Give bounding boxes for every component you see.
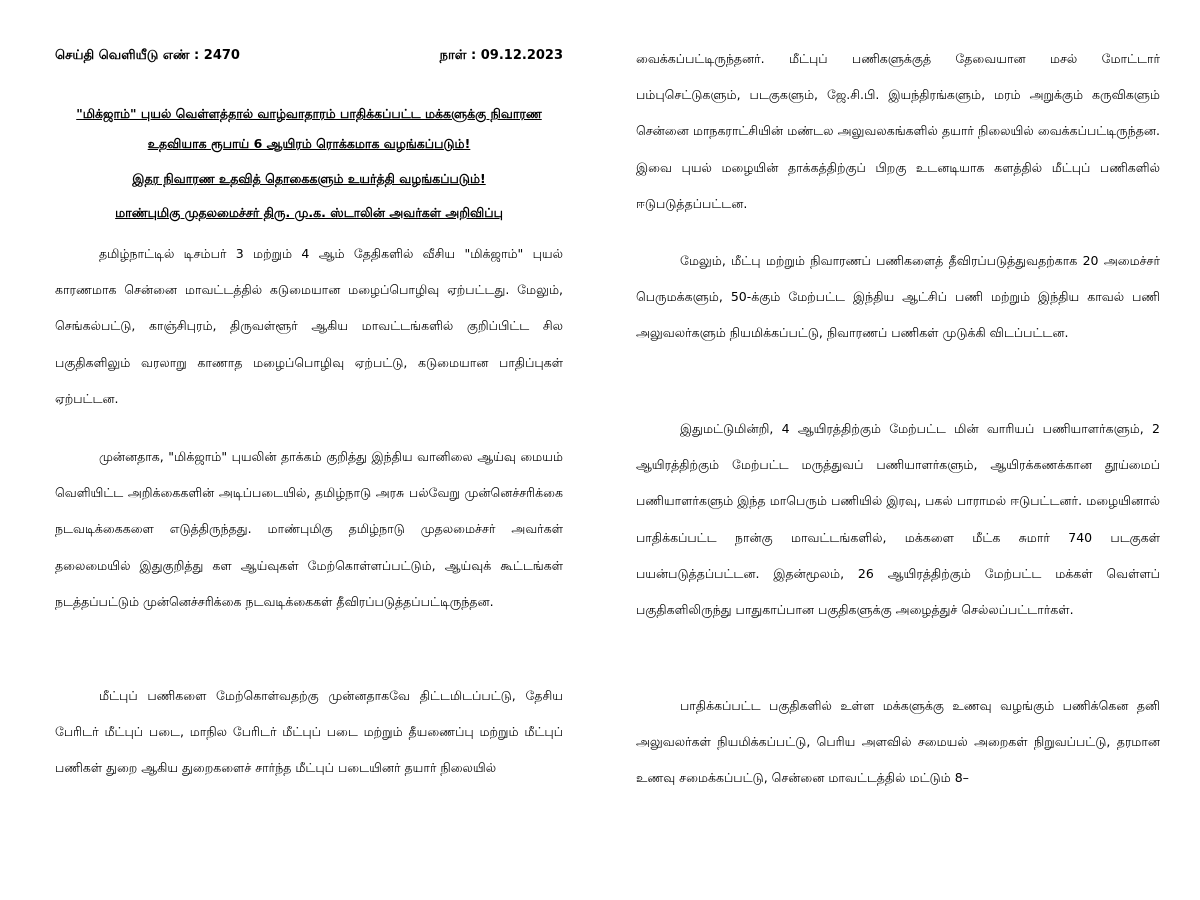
release-number: செய்தி வெளியீடு எண் : 2470 (55, 48, 240, 63)
paragraph-food-relief: பாதிக்கப்பட்ட பகுதிகளில் உள்ள மக்களுக்கு உணவு வழங்கும் பணிக்கென தனி அலுவலர்கள் நியமிக்கப்பட்டு, பெரிய அளவில் சமையல் அறைகள் நிறுவப்பட்டு, தரமான உணவு சமைக்கப்பட்டு, சென்னை மாவட்டத்தில் மட்டும் 8– (636, 698, 1160, 786)
announcement-line: மாண்புமிகு முதலமைச்சர் திரு. மு.க. ஸ்டாலின் அவர்கள் அறிவிப்பு (115, 205, 503, 220)
paragraph-rescue-forces: மீட்புப் பணிகளை மேற்கொள்வதற்கு முன்னதாகவே திட்டமிடப்பட்டு, தேசிய பேரிடர் மீட்புப் படை, மாநில பேரிடர் மீட்புப் படை மற்றும் தீயணைப்பு மற்றும் மீட்புப் பணிகள் துறை ஆகிய துறைகளைச் சார்ந்த மீட்புப் படையினர் தயார் நிலையில் (55, 688, 563, 776)
release-date: நாள் : 09.12.2023 (439, 48, 563, 63)
paragraph-rescue-equipment: வைக்கப்பட்டிருந்தனர். மீட்புப் பணிகளுக்குத் தேவையான மசல் மோட்டார் பம்புசெட்டுகளும், படகுகளும், ஜே.சி.பி. இயந்திரங்களும், மரம் அறுக்கும் கருவிகளும் சென்னை மாநகராட்சியின் மண்டல அலுவலகங்களில் தயார் நிலையில் வைக்கப்பட்டிருந்தன. இவை புயல் மழையின் தாக்கத்திற்குப் பிறகு உடனடியாக களத்தில் மீட்புப் பணிகளில் ஈடுபடுத்தப்பட்டன. (636, 51, 1160, 211)
headline-line-1: "மிக்ஜாம்" புயல் வெள்ளத்தால் வாழ்வாதாரம் பாதிக்கப்பட்ட மக்களுக்கு நிவாரண (76, 106, 542, 121)
paragraph-precautions: முன்னதாக, "மிக்ஜாம்" புயலின் தாக்கம் குறித்து இந்திய வானிலை ஆய்வு மையம் வெளியிட்ட அறிக்கைகளின் அடிப்படையில், தமிழ்நாடு அரசு பல்வேறு முன்னெச்சரிக்கை நடவடிக்கைகளை எடுத்திருந்தது. மாண்புமிகு தமிழ்நாடு முதலமைச்சர் அவர்கள் தலைமையில் இதுகுறித்து கள ஆய்வுகள் மேற்கொள்ளப்பட்டும், ஆய்வுக் கூட்டங்கள் நடத்தப்பட்டும் முன்னெச்சரிக்கை நடவடிக்கைகள் தீவிரப்படுத்தப்பட்டிருந்தன. (55, 449, 563, 609)
paragraph-ministers: மேலும், மீட்பு மற்றும் நிவாரணப் பணிகளைத் தீவிரப்படுத்துவதற்காக 20 அமைச்சர் பெருமக்களும், 50-க்கும் மேற்பட்ட இந்திய ஆட்சிப் பணி மற்றும் இந்திய காவல் பணி அலுவலர்களும் நியமிக்கப்பட்டு, நிவாரணப் பணிகள் முடுக்கி விடப்பட்டன. (636, 253, 1160, 341)
paragraph-workers-boats: இதுமட்டுமின்றி, 4 ஆயிரத்திற்கும் மேற்பட்ட மின் வாரியப் பணியாளர்களும், 2 ஆயிரத்திற்கும் மேற்பட்ட மருத்துவப் பணியாளர்களும், ஆயிரக்கணக்கான தூய்மைப் பணியாளர்களும் இந்த மாபெரும் பணியில் இரவு, பகல் பாராமல் ஈடுபட்டனர். மழையினால் பாதிக்கப்பட்ட நான்கு மாவட்டங்களில், மக்களை மீட்க சுமார் 740 படகுகள் பயன்படுத்தப்பட்டன. இதன்மூலம், 26 ஆயிரத்திற்கும் மேற்பட்ட மக்கள் வெள்ளப் பகுதிகளிலிருந்து பாதுகாப்பான பகுதிகளுக்கு அழைத்துச் செல்லப்பட்டார்கள். (636, 421, 1160, 618)
paragraph-rainfall: தமிழ்நாட்டில் டிசம்பர் 3 மற்றும் 4 ஆம் தேதிகளில் வீசிய "மிக்ஜாம்" புயல் காரணமாக சென்னை மாவட்டத்தில் கடுமையான மழைப்பொழிவு ஏற்பட்டது. மேலும், செங்கல்பட்டு, காஞ்சிபுரம், திருவள்ளூர் ஆகிய மாவட்டங்களில் குறிப்பிட்ட சில பகுதிகளிலும் வரலாறு காணாத மழைப்பொழிவு ஏற்பட்டு, கடுமையான பாதிப்புகள் ஏற்பட்டன. (55, 246, 563, 406)
right-page (600, 0, 1200, 900)
headline-line-2: உதவியாக ரூபாய் 6 ஆயிரம் ரொக்கமாக வழங்கப்படும்! (147, 136, 471, 151)
headline-line-3: இதர நிவாரண உதவித் தொகைகளும் உயர்த்தி வழங்கப்படும்! (132, 171, 486, 186)
press-release-header (55, 48, 563, 70)
